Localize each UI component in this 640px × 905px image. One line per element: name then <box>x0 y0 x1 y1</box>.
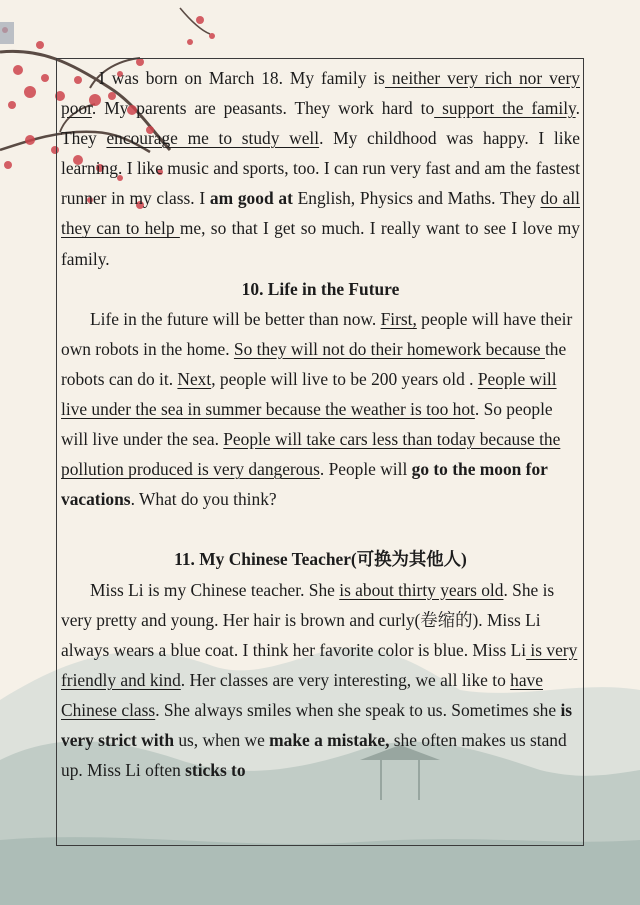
text-run: . They <box>61 98 580 149</box>
underlined-phrase: First, <box>380 308 417 329</box>
text-run: English, Physics and Maths. They <box>292 188 541 209</box>
text-run: . What do you think? <box>130 489 277 510</box>
text-run: . My parents are peasants. They work hard to <box>91 98 435 119</box>
text-run: . People will <box>319 459 412 480</box>
text-run: . So people will live under the sea. <box>61 399 553 450</box>
section-10-title: 10. Life in the Future <box>241 278 400 299</box>
text-run: Miss Li is my Chinese teacher. She <box>90 579 340 600</box>
text-run: Life in the future will be better than now. <box>90 308 381 329</box>
bold-phrase: go to the moon for vacations <box>61 459 548 510</box>
bold-phrase: sticks to <box>185 760 246 781</box>
text-run: . She always smiles when she speak to us. Sometimes she <box>155 699 561 720</box>
underlined-phrase: is about thirty years old <box>339 579 504 600</box>
underlined-phrase: encourage me to study well <box>106 128 320 149</box>
text-run: me, so that I get so much. I really want to see I love my family. <box>61 218 580 269</box>
teacher-paragraph <box>61 575 580 786</box>
section-11-title: 11. My Chinese Teacher(可换为其他人) <box>174 549 467 570</box>
underlined-phrase: So they will not do their homework because <box>233 338 545 359</box>
bold-phrase: is very strict with <box>61 699 573 750</box>
family-paragraph <box>61 63 580 274</box>
text-run: , people will live to be 200 years old . <box>211 368 478 389</box>
underlined-phrase: Next <box>177 368 212 389</box>
underlined-phrase: neither very rich nor very poor <box>61 68 580 119</box>
text-run: the robots can do it. <box>61 338 567 389</box>
text-run: . My childhood was happy. I like learning. I like music and sports, too. I can run very fast and am the fastest runner in my class. I <box>61 128 580 209</box>
text-run: us, when we <box>174 729 270 750</box>
bold-phrase: am good at <box>209 188 293 209</box>
text-run: . She is very pretty and young. Her hair is brown and curly(卷缩的). Miss Li always wears a blue coat. I think her favorite color is blue. Miss Li <box>61 579 555 660</box>
text-run: . Her classes are very interesting, we all like to <box>180 669 511 690</box>
text-run: she often makes us stand up. Miss Li often <box>61 729 567 781</box>
underlined-phrase: support the family <box>434 98 576 119</box>
underlined-phrase: is very friendly and kind <box>61 639 578 690</box>
future-paragraph <box>61 304 580 515</box>
underlined-phrase: have Chinese class <box>61 669 543 720</box>
text-run: I was born on March 18. My family is <box>99 68 385 88</box>
underlined-phrase: do all they can to help <box>61 188 580 239</box>
document-body <box>61 63 580 785</box>
section-spacer <box>61 514 580 544</box>
text-run: people will have their own robots in the home. <box>61 308 573 359</box>
underlined-phrase: People will take cars less than today because the pollution produced is very dangerous <box>61 429 561 480</box>
bold-phrase: make a mistake, <box>269 729 390 750</box>
underlined-phrase: People will live under the sea in summer because the weather is too hot <box>61 368 557 420</box>
